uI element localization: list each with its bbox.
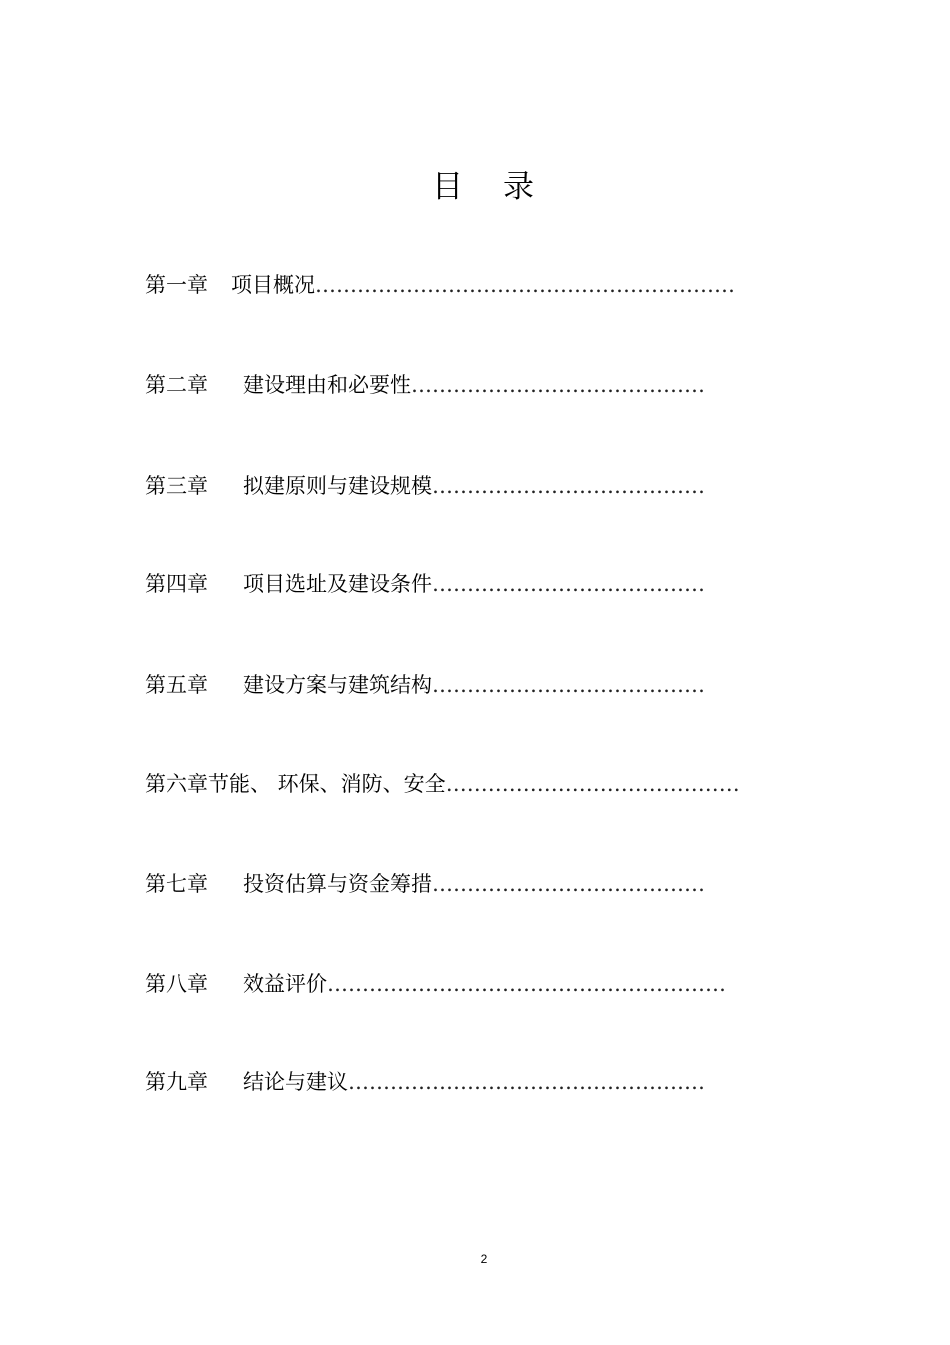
toc-entry-chapter-1: [145, 270, 735, 300]
toc-dot-leader: …………………………………………………: [327, 972, 726, 996]
page-number: 2: [480, 1252, 488, 1266]
table-of-contents-heading: [0, 165, 950, 209]
toc-entry-chapter-3: [145, 471, 705, 501]
toc-chapter-title: 节能、 环保、消防、安全: [208, 772, 446, 796]
heading-char-2: 录: [503, 169, 536, 205]
toc-chapter-title: 拟建原则与建设规模: [243, 474, 432, 498]
toc-chapter-label: 第三章: [145, 474, 208, 498]
toc-chapter-label: 第七章: [145, 872, 208, 896]
toc-entry-chapter-5: [145, 670, 705, 700]
toc-chapter-title: 投资估算与资金筹措: [243, 872, 432, 896]
toc-dot-leader: …………………………………: [432, 474, 705, 498]
toc-dot-leader: …………………………………: [432, 872, 705, 896]
toc-chapter-label: 第八章: [145, 972, 208, 996]
toc-dot-leader: ……………………………………: [411, 373, 705, 397]
toc-dot-leader: …………………………………: [432, 572, 705, 596]
toc-dot-leader: ……………………………………………………: [315, 273, 735, 297]
heading-char-1: 目: [432, 169, 465, 205]
toc-chapter-label: 第一章: [145, 273, 208, 297]
toc-entry-chapter-4: [145, 569, 705, 599]
toc-chapter-label: 第二章: [145, 373, 208, 397]
toc-chapter-label: 第六章: [145, 772, 208, 796]
toc-dot-leader: ……………………………………………: [348, 1070, 705, 1094]
toc-chapter-label: 第四章: [145, 572, 208, 596]
toc-chapter-label: 第九章: [145, 1070, 208, 1094]
toc-chapter-title: 建设理由和必要性: [243, 373, 411, 397]
toc-entry-chapter-9: [145, 1067, 705, 1097]
toc-dot-leader: …………………………………: [432, 673, 705, 697]
toc-entry-chapter-6: [145, 769, 740, 799]
toc-entry-chapter-2: [145, 370, 705, 400]
toc-dot-leader: ……………………………………: [445, 772, 740, 796]
toc-chapter-title: 结论与建议: [243, 1070, 348, 1094]
toc-entry-chapter-7: [145, 869, 705, 899]
toc-chapter-label: 第五章: [145, 673, 208, 697]
toc-chapter-title: 项目概况: [231, 273, 315, 297]
toc-chapter-title: 建设方案与建筑结构: [243, 673, 432, 697]
toc-chapter-title: 项目选址及建设条件: [243, 572, 432, 596]
toc-entry-chapter-8: [145, 969, 726, 999]
toc-chapter-title: 效益评价: [243, 972, 327, 996]
